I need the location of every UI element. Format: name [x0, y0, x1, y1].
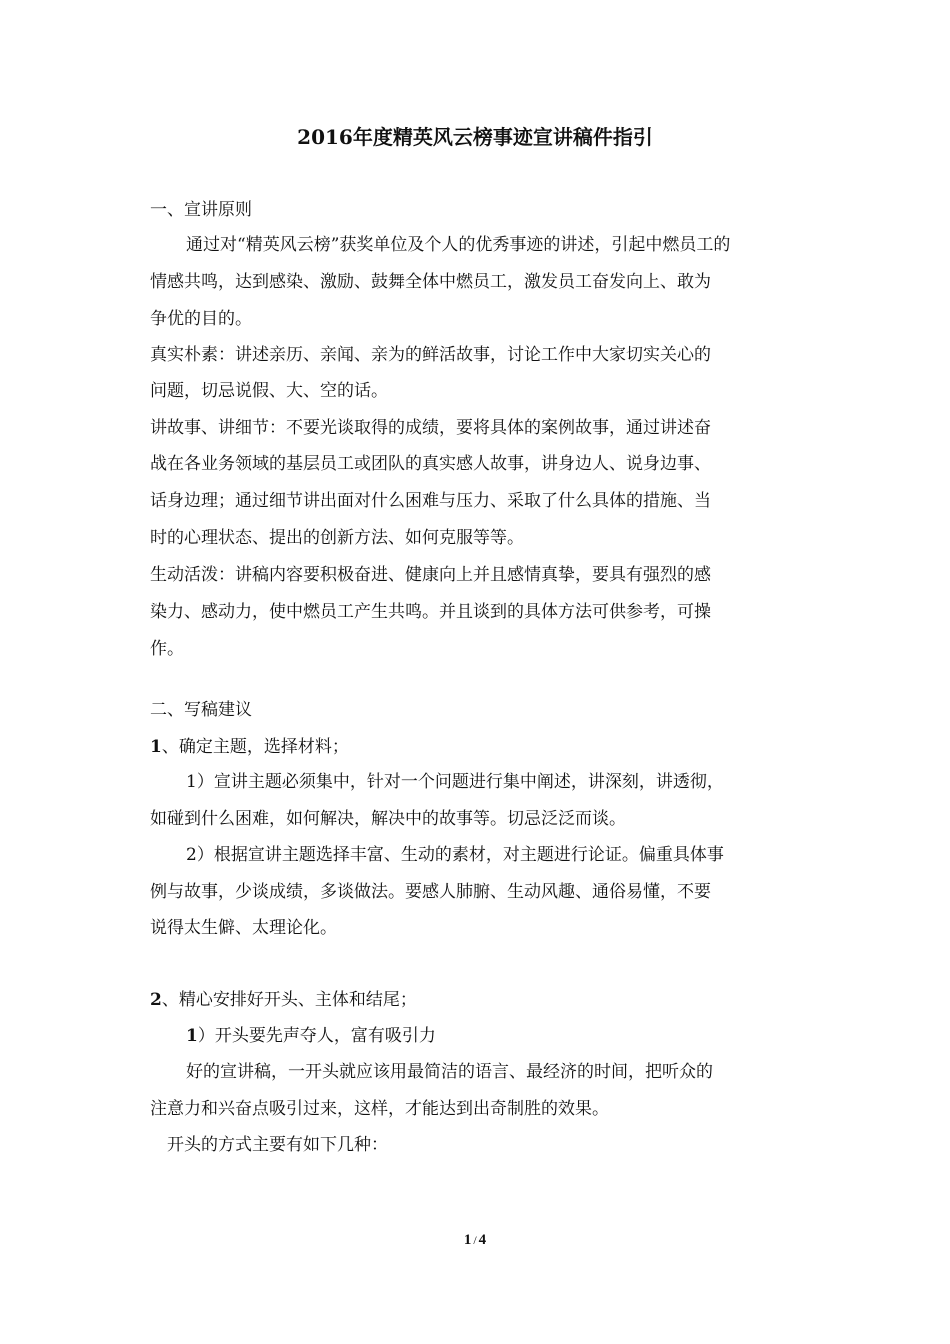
point1-text: 、确定主题，选择材料；	[161, 737, 349, 757]
point2-number: 2	[150, 990, 162, 1010]
opening-methods-line: 开头的方式主要有如下几种：	[167, 1135, 388, 1155]
point2-text: 、精心安排好开头、主体和结尾；	[161, 990, 417, 1010]
point2-sub1-number: 1	[186, 1026, 198, 1046]
principle-lively-line: 染力、感动力，使中燃员工产生共鸣。并且谈到的具体方法可供参考，可操	[150, 602, 711, 622]
point1-sub2-line: 说得太生僻、太理论化。	[150, 918, 337, 938]
point2-para-line: 好的宣讲稿，一开头就应该用最简洁的语言、最经济的时间，把听众的	[186, 1062, 713, 1082]
page-current: 1	[463, 1232, 472, 1248]
page-total: 4	[478, 1232, 487, 1248]
principle-story-line: 讲故事、讲细节：不要光谈取得的成绩，要将具体的案例故事，通过讲述奋	[150, 418, 711, 438]
principle-story-line: 时的心理状态、提出的创新方法、如何克服等等。	[150, 528, 524, 548]
page-separator: /	[473, 1233, 477, 1247]
principle-lively-line: 作。	[150, 639, 184, 659]
point2-para-line: 注意力和兴奋点吸引过来，这样，才能达到出奇制胜的效果。	[150, 1099, 609, 1119]
point1-sub2-line: 例与故事，少谈成绩，多谈做法。要感人肺腑、生动风趣、通俗易懂，不要	[150, 882, 711, 902]
point1-heading	[150, 735, 349, 759]
principle-real-line: 真实朴素：讲述亲历、亲闻、亲为的鲜活故事，讨论工作中大家切实关心的	[150, 345, 711, 365]
principle-lively-line: 生动活泼：讲稿内容要积极奋进、健康向上并且感情真挚，要具有强烈的感	[150, 565, 711, 585]
page-number	[0, 1229, 950, 1251]
point1-sub2-line: 2）根据宣讲主题选择丰富、生动的素材，对主题进行论证。偏重具体事	[186, 845, 724, 865]
point1-sub1-line: 如碰到什么困难，如何解决，解决中的故事等。切忌泛泛而谈。	[150, 809, 626, 829]
document-title: 2016年度精英风云榜事迹宣讲稿件指引	[297, 125, 653, 149]
section2-heading: 二、写稿建议	[150, 700, 252, 720]
section1-heading: 一、宣讲原则	[150, 200, 252, 220]
principle-story-line: 话身边理；通过细节讲出面对什么困难与压力、采取了什么具体的措施、当	[150, 491, 711, 511]
principle-story-line: 战在各业务领域的基层员工或团队的真实感人故事，讲身边人、说身边事、	[150, 454, 711, 474]
point2-heading	[150, 988, 417, 1012]
point1-sub1-line: 1）宣讲主题必须集中，针对一个问题进行集中阐述，讲深刻，讲透彻，	[186, 772, 724, 792]
section1-intro-line: 通过对“精英风云榜”获奖单位及个人的优秀事迹的讲述，引起中燃员工的	[186, 235, 731, 255]
point1-number: 1	[150, 737, 162, 757]
section1-intro-line: 情感共鸣，达到感染、激励、鼓舞全体中燃员工，激发员工奋发向上、敢为	[150, 272, 711, 292]
point2-sub1-text: ）开头要先声夺人，富有吸引力	[197, 1026, 436, 1046]
principle-real-line: 问题，切忌说假、大、空的话。	[150, 381, 388, 401]
point2-sub1-heading	[186, 1024, 436, 1048]
section1-intro-line: 争优的目的。	[150, 309, 252, 329]
